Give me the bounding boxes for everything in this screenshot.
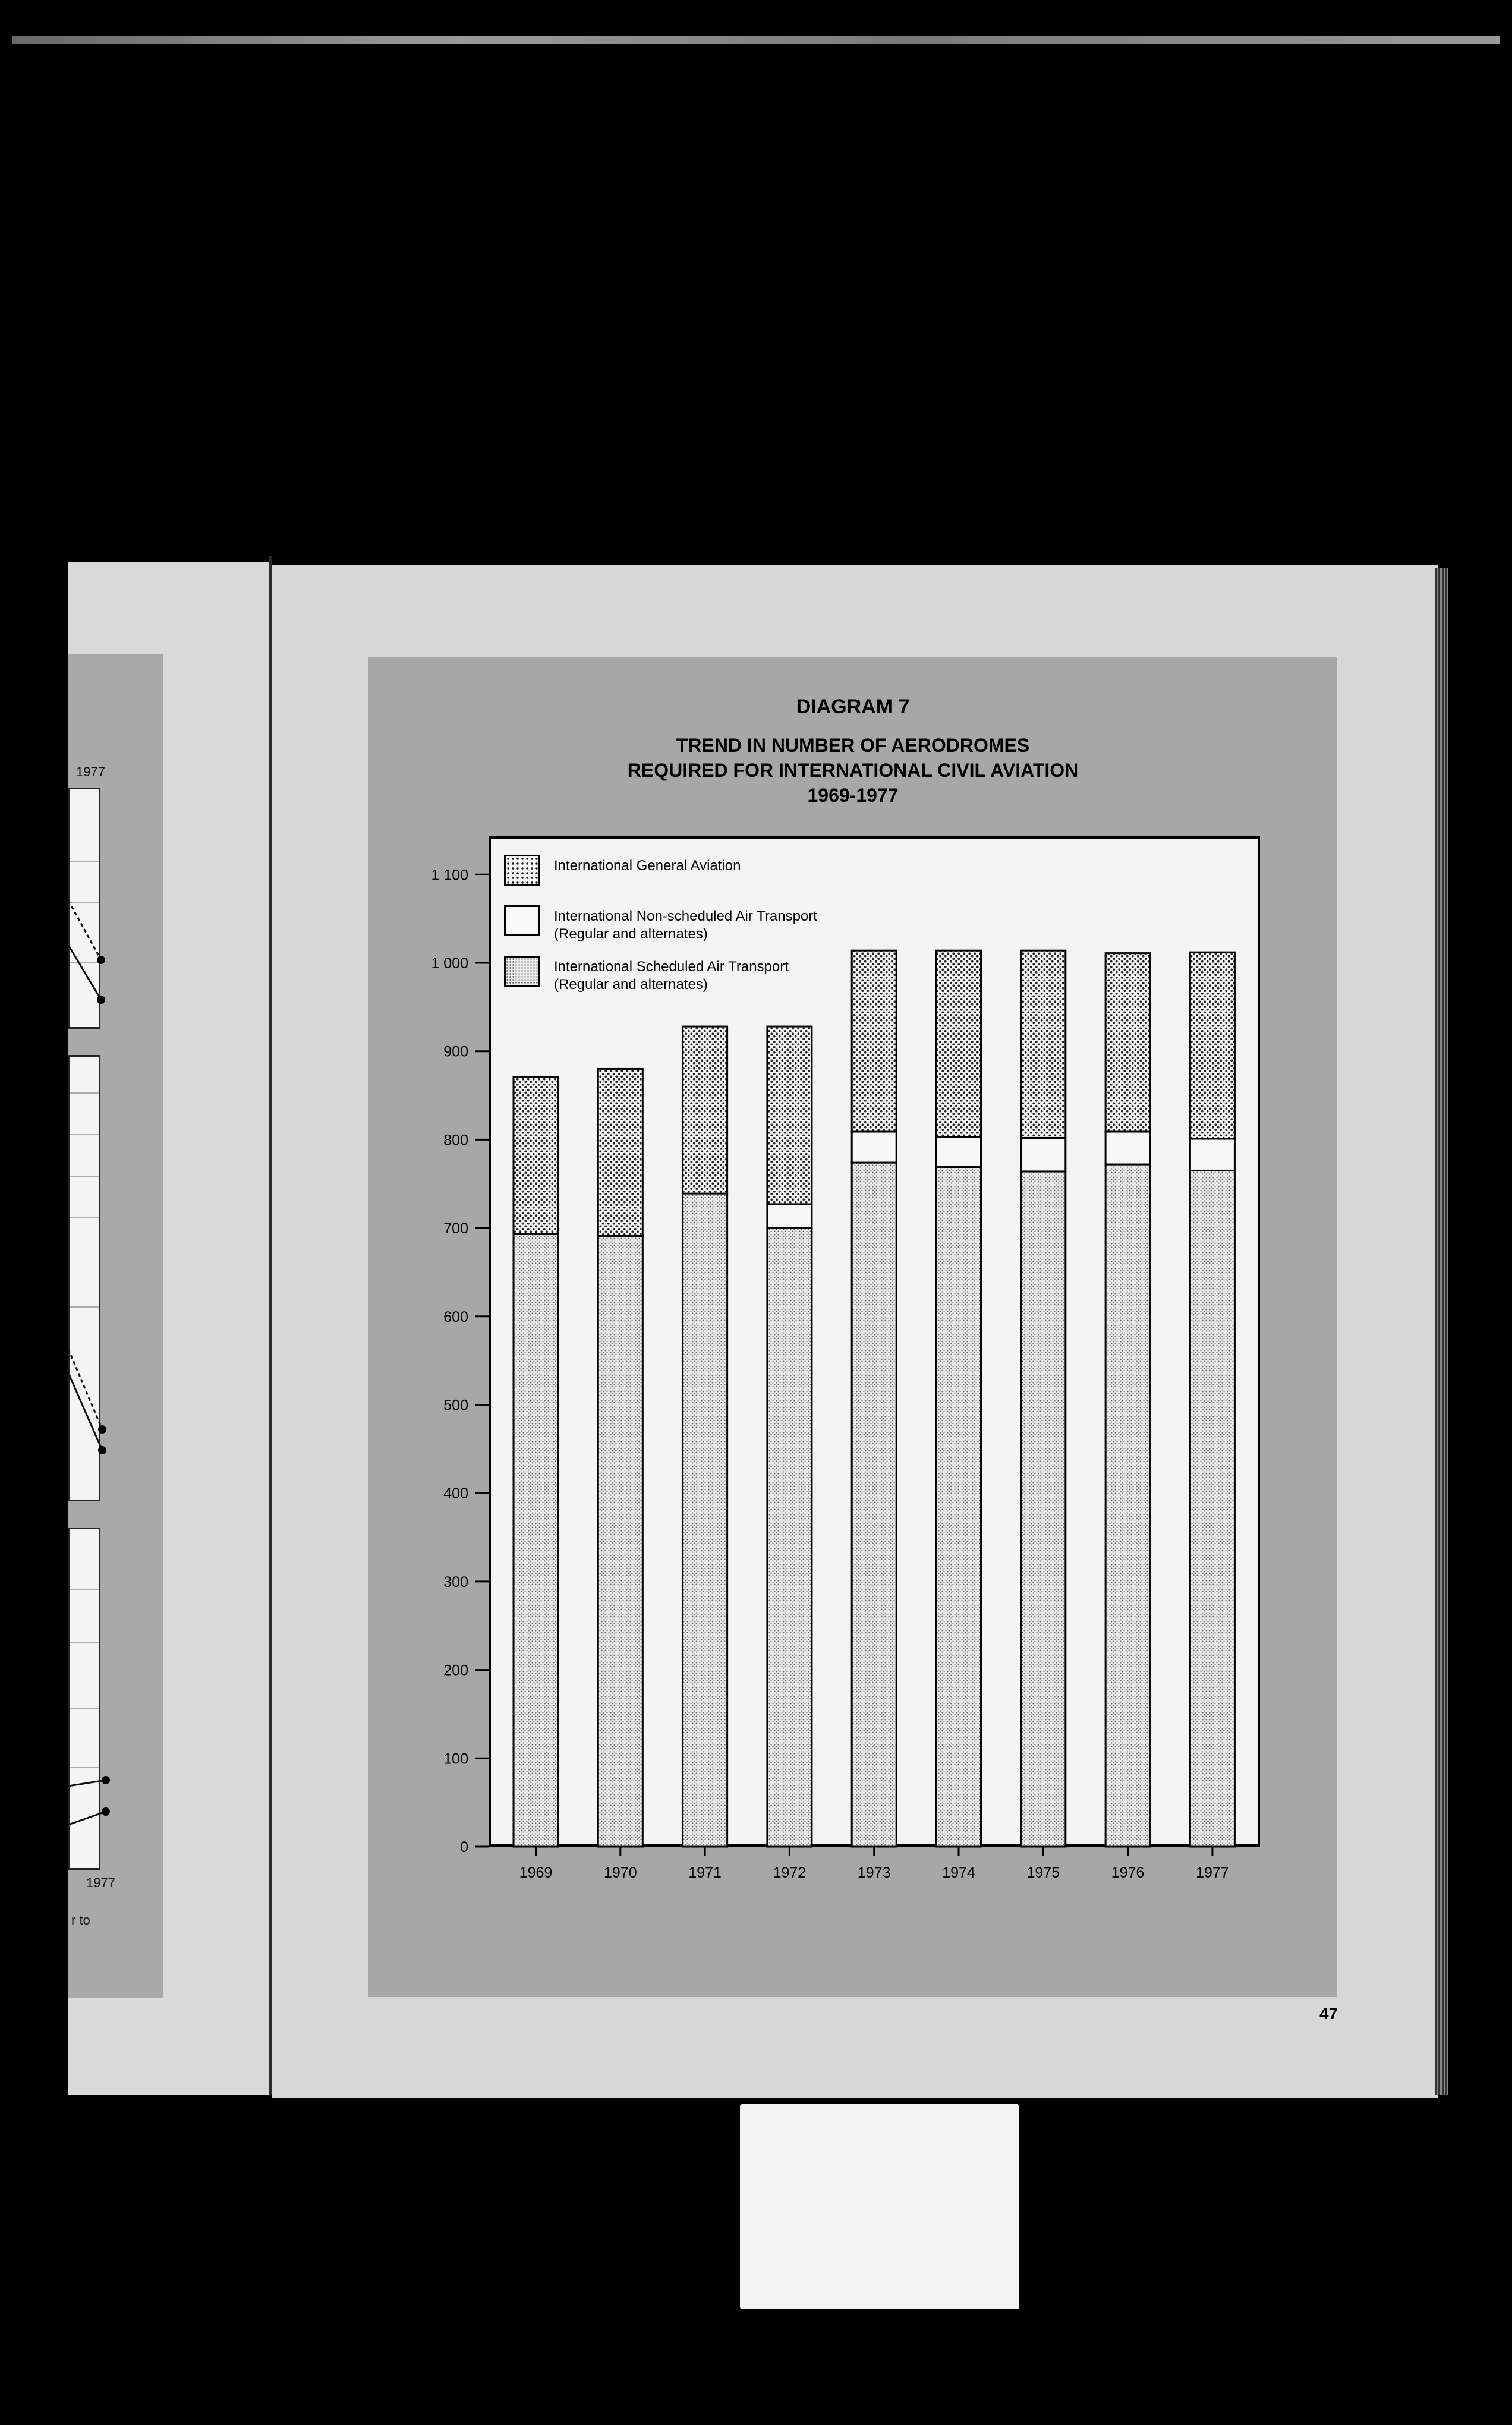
chart-title-line: REQUIRED FOR INTERNATIONAL CIVIL AVIATION — [627, 760, 1079, 781]
y-tick-label: 0 — [460, 1839, 468, 1856]
y-tick-label: 300 — [443, 1573, 468, 1591]
left-fragment-label: 1977 — [86, 1875, 115, 1890]
x-tick-label: 1977 — [1196, 1865, 1229, 1881]
y-tick-label: 600 — [443, 1308, 468, 1325]
bar-segment — [1105, 1132, 1150, 1164]
y-tick-label: 700 — [443, 1220, 468, 1237]
bar-segment — [1190, 1170, 1234, 1847]
bar-segment — [852, 1163, 896, 1847]
y-tick-label: 400 — [443, 1485, 468, 1503]
bar-segment — [1021, 950, 1066, 1138]
legend-swatch-fine-dots — [504, 956, 540, 987]
x-tick-label: 1973 — [857, 1865, 891, 1881]
bar-segment — [767, 1228, 812, 1847]
bar-segment — [937, 1137, 981, 1167]
bar-segment — [1105, 1164, 1150, 1847]
bar-segment — [1021, 1171, 1066, 1847]
legend-label — [554, 956, 789, 994]
bar-segment — [1105, 953, 1150, 1132]
film-label-tab — [740, 2104, 1019, 2309]
bar-segment — [1190, 952, 1234, 1139]
y-tick-label: 100 — [443, 1750, 468, 1768]
bar-segment — [514, 1234, 558, 1847]
x-tick-label: 1976 — [1111, 1865, 1145, 1881]
page-number: 47 — [1319, 2004, 1338, 2023]
legend-name: International General Aviation — [554, 858, 741, 874]
chart-title-line: 1969-1977 — [807, 785, 899, 806]
bar-segment — [767, 1026, 812, 1204]
legend-subtitle: (Regular and alternates) — [554, 977, 708, 993]
y-tick-label: 800 — [443, 1132, 468, 1149]
y-tick-label: 1 000 — [431, 955, 468, 972]
diagram-heading: DIAGRAM 7 — [796, 695, 910, 718]
legend-subtitle: (Regular and alternates) — [554, 926, 708, 942]
bar-segment — [937, 1167, 981, 1847]
bar-segment — [767, 1204, 812, 1228]
x-tick-label: 1971 — [688, 1865, 722, 1881]
y-tick-label: 1 100 — [431, 867, 468, 884]
legend-name: International Non-scheduled Air Transport — [554, 908, 817, 924]
left-fragment-label: r to — [71, 1913, 90, 1928]
bar-segment — [598, 1236, 642, 1847]
legend-item-scheduled — [504, 956, 789, 994]
legend-label — [554, 855, 741, 875]
left-fragment-label: 1977 — [76, 764, 105, 779]
bar-segment — [852, 950, 896, 1132]
x-tick-label: 1975 — [1026, 1865, 1060, 1881]
x-tick-label: 1969 — [519, 1865, 553, 1881]
legend-name: International Scheduled Air Transport — [554, 959, 789, 975]
x-tick-label: 1974 — [942, 1865, 975, 1881]
bar-segment — [683, 1193, 727, 1847]
chart-title-line: TREND IN NUMBER OF AERODROMES — [676, 735, 1030, 756]
y-tick-label: 500 — [443, 1397, 468, 1414]
bar-segment — [1021, 1138, 1066, 1171]
legend-item-general-aviation — [504, 855, 741, 886]
legend-swatch-coarse-dots — [504, 855, 540, 886]
x-tick-label: 1972 — [773, 1865, 807, 1881]
bar-segment — [937, 950, 981, 1137]
legend-label — [554, 905, 817, 943]
legend-item-non-scheduled — [504, 905, 817, 943]
bar-segment — [852, 1132, 896, 1163]
y-tick-label: 200 — [443, 1662, 468, 1679]
y-tick-label: 900 — [443, 1043, 468, 1060]
bar-segment — [598, 1069, 642, 1236]
bar-segment — [1190, 1139, 1234, 1171]
bar-segment — [683, 1026, 727, 1193]
bar-segment — [514, 1077, 558, 1234]
legend-swatch-blank — [504, 905, 540, 936]
x-tick-label: 1970 — [603, 1865, 637, 1881]
